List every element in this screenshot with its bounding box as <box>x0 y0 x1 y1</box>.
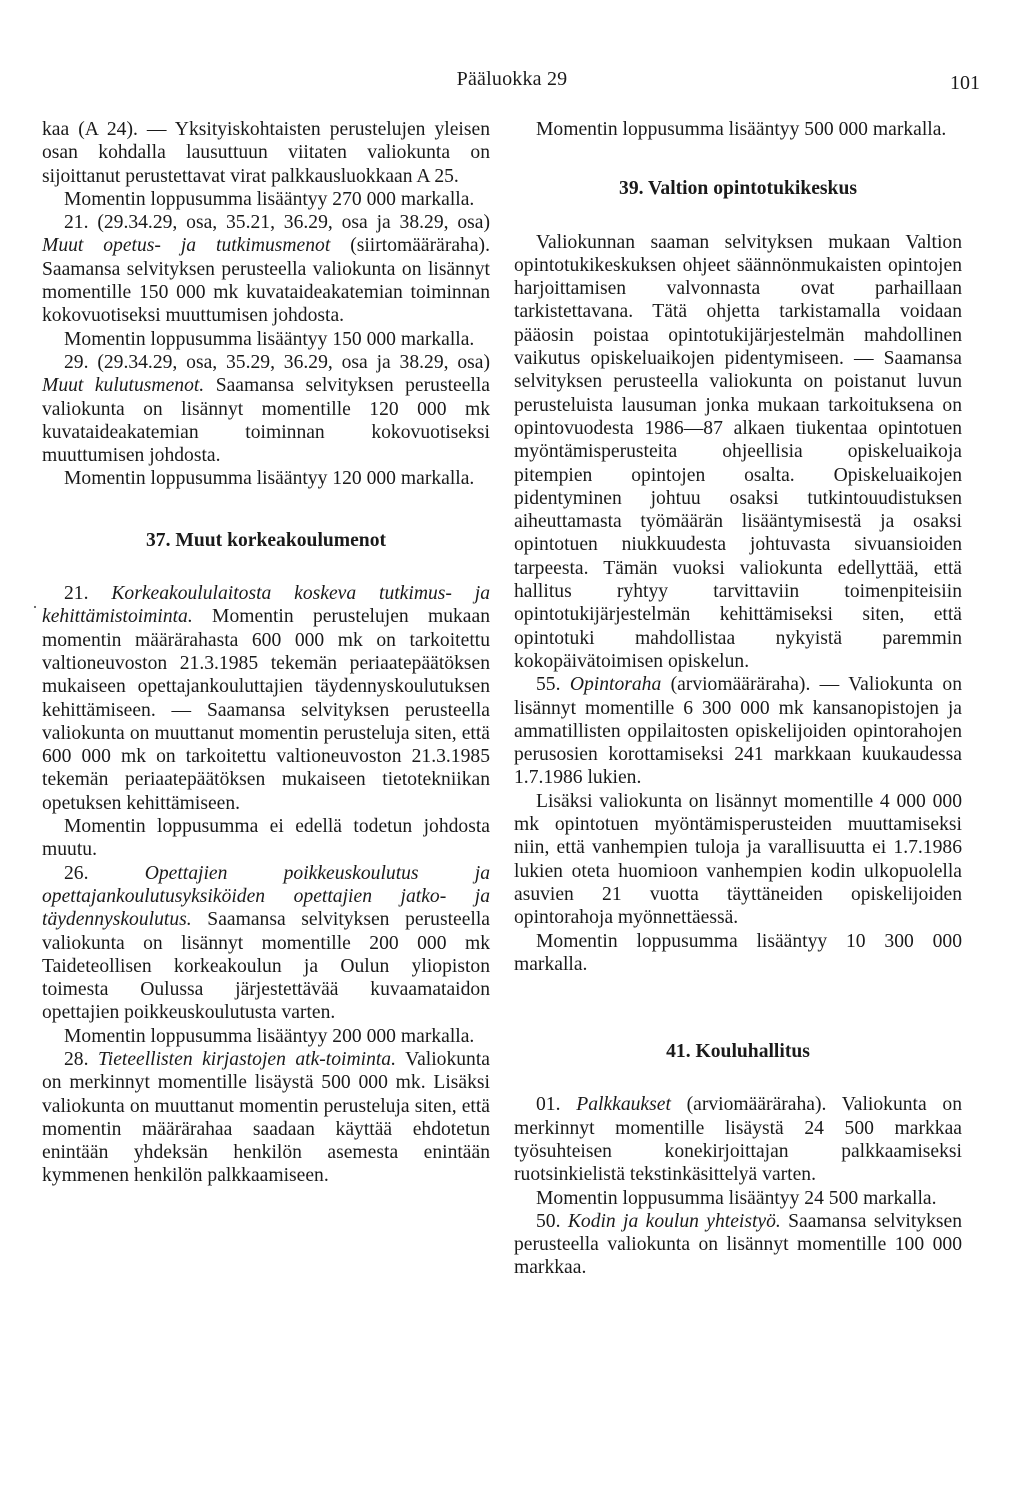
paragraph <box>42 211 490 327</box>
paragraph <box>514 673 962 789</box>
paragraph <box>514 1093 962 1186</box>
section-heading: 39. Valtion opintotukikeskus <box>619 178 857 200</box>
italic-heading: Tieteellisten kirjastojen atk-toiminta. <box>97 1048 397 1070</box>
text-run: Valiokunta on merkinnyt momentille lisäystä 500 000 mk. Lisäksi valiokunta on muuttanut momentin perusteluja siten, että momentin määrärahaa saadaan käyttää ehdotetun enintään yhdeksän henkilön asemesta enintään kymmenen henkilön palkkaamiseen. <box>42 1048 490 1187</box>
paragraph <box>514 1210 962 1280</box>
paragraph: Momentin loppusumma lisääntyy 10 300 000 markalla. <box>514 930 962 975</box>
text-run: 01. <box>536 1094 577 1116</box>
text-run: 21. (29.34.29, osa, 35.21, 36.29, osa ja 38.29, osa) <box>64 212 490 234</box>
text-run: Saamansa selvityksen perusteella valiokunta on lisännyt momentille 200 000 mk Taideteollisen korkeakoulun ja Oulun yliopiston toimesta Oulussa järjestettävää kuvaamataidon opettajien poikkeuskoulutusta varten. <box>42 909 490 1024</box>
paragraph: Momentin loppusumma lisääntyy 150 000 markalla. <box>64 328 475 350</box>
text-run: (arviomääräraha). — Valiokunta on lisännyt momentille 6 300 000 mk kansanopistojen ja ammatillisten oppilaitosten opiskelijoiden opintorahojen perusosien korottamiseksi 241 markkaan kuukaudessa 1.7.1986 lukien. <box>514 674 962 789</box>
page-title: Pääluokka 29 <box>456 68 568 90</box>
text-run: 21. <box>64 583 112 605</box>
section-heading: 41. Kouluhallitus <box>666 1041 810 1063</box>
paragraph: Lisäksi valiokunta on lisännyt momentille 4 000 000 mk opintotuen myöntämisperusteiden muuttamiseksi niin, että vanhempien tuloja ja varallisuutta ei 1.7.1986 lukien oteta huomioon vanhempien kodin ulkopuolella asuvien 21 vuotta täyttäneiden opiskelijoiden opintorahoja myönnettäessä. <box>514 790 962 929</box>
right-column <box>514 118 962 1280</box>
paragraph: Momentin loppusumma ei edellä todetun johdosta muutu. <box>42 816 490 861</box>
text-run: 55. <box>536 674 570 696</box>
paragraph: Momentin loppusumma lisääntyy 500 000 markalla. <box>536 119 947 140</box>
text-run: 26. <box>64 862 145 884</box>
text-run: (arviomääräraha). Valiokunta on merkinnyt momentille lisäystä 24 500 markkaa työsuhteisen konekirjoittajan palkkaamiseksi ruotsinkielistä tekstinkäsittelyä varten. <box>514 1094 963 1186</box>
margin-mark: · <box>32 597 38 617</box>
italic-heading: Korkeakoululaitosta koskeva tutkimus- ja kehittämistoiminta. <box>42 583 490 628</box>
text-run: 29. (29.34.29, osa, 35.29, 36.29, osa ja 38.29, osa) <box>64 351 490 373</box>
page-number: 101 <box>950 72 980 94</box>
italic-heading: Palkkaukset <box>576 1094 671 1116</box>
paragraph: Momentin loppusumma lisääntyy 24 500 markalla. <box>536 1187 937 1209</box>
paragraph: Valiokunnan saaman selvityksen mukaan Valtion opintotukikeskuksen ohjeet säännönmukaisten opintojen harjoittamisen valvonnasta ovat parhaillaan tarkistettavana. Tätä ohjetta tarkistamalla voidaan pääosin poistaa opintotukijärjestelmän mahdollinen vaikutus opiskeluaikojen pidentymiseen. — Saamansa selvityksen perusteella valiokunta on poistanut luvun perusteluista lausuman jonka mukaan tarkoituksena on opintovuodesta 1986—87 alkaen tiukentaa opintotuen myöntämisperusteita ohjeellisia opiskeluaikoja pitempien opintojen osalta. Opiskeluaikojen pidentyminen johtuu osaksi tutkintouudistuksen aiheuttamasta työmäärän lisääntymisestä ja osaksi opintotuen niukkuudesta johtuvasta sivuansioiden tarpeesta. Tämän vuoksi valiokunta edellyttää, että hallitus ryhtyy tarvittaviin toimenpiteisiin opintotukijärjestelmän kehittämiseksi siten, että opintotuki mahdollistaa nykyistä paremmin kokopäivätoimisen opiskelun. <box>514 231 962 672</box>
paragraph: Momentin loppusumma lisääntyy 270 000 markalla. <box>64 188 475 210</box>
left-column <box>42 118 490 1188</box>
text-run: Saamansa selvityksen perusteella valiokunta on lisännyt momentille 120 000 mk kuvataideakatemian toiminnan kokovuotiseksi muuttumisen johdosta. <box>42 375 490 467</box>
text-run: (siirtomääräraha). Saamansa selvityksen perusteella valiokunta on lisännyt momentille 150 000 mk kuvataideakatemian toiminnan kokovuotiseksi muuttumisen johdosta. <box>42 235 490 327</box>
text-run: 50. <box>536 1210 568 1232</box>
paragraph <box>42 351 490 467</box>
paragraph <box>42 862 490 1025</box>
paragraph <box>42 582 490 815</box>
section-heading: 37. Muut korkeakoulumenot <box>145 529 387 551</box>
text-run: 28. <box>64 1048 98 1070</box>
text-run: Saamansa selvityksen perusteella valiokunta on lisännyt momentille 100 000 markkaa. <box>514 1210 962 1279</box>
paragraph <box>42 1048 490 1188</box>
italic-heading: Muut opetus- ja tutkimusmenot <box>42 235 331 257</box>
italic-heading: Kodin ja koulun yhteistyö. <box>567 1210 781 1232</box>
italic-heading: Opintoraha <box>569 674 662 696</box>
italic-heading: Opettajien poikkeuskoulutus ja opettajankoulutusyksiköiden opettajien jatko- ja täydennyskoulutus. <box>42 862 490 931</box>
paragraph: Momentin loppusumma lisääntyy 120 000 markalla. <box>64 468 475 490</box>
paragraph: kaa (A 24). — Yksityiskohtaisten perustelujen yleisen osan kohdalla lausuttuun viitaten valiokunta on sijoittanut perustettavat virat palkkausluokkaan A 25. <box>42 119 490 187</box>
paragraph: Momentin loppusumma lisääntyy 200 000 markalla. <box>64 1025 475 1047</box>
text-run: Momentin perustelujen mukaan momentin määrärahasta 600 000 mk on tarkoitettu valtioneuvoston 21.3.1985 tekemän periaatepäätöksen mukaiseen opettajankouluttajien täydennyskoulutuksen kehittämiseen. — Saamansa selvityksen perusteella valiokunta on muuttanut momentin perusteluja siten, että 600 000 mk on tarkoitettu valtioneuvoston 21.3.1985 tekemän periaatepäätöksen mukaiseen tietotekniikan opetuksen kehittämiseen. <box>42 606 490 814</box>
italic-heading: Muut kulutusmenot. <box>42 375 205 397</box>
